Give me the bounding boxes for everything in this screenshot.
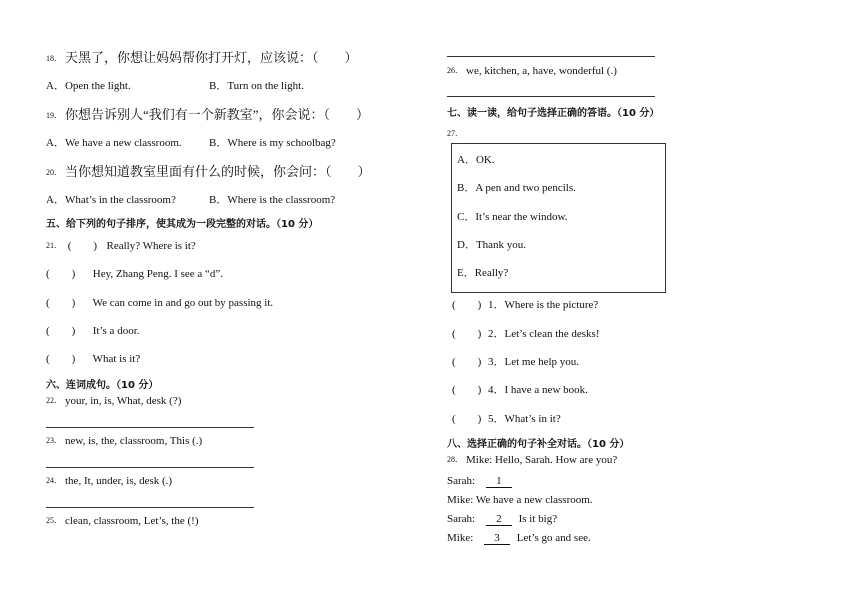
order-item-text: What is it?	[92, 353, 141, 365]
answer-parentheses[interactable]: ( )	[452, 299, 482, 311]
section-7-title: 七、读一读，给句子选择正确的答语。（10 分）	[447, 108, 660, 119]
match-question-text: 2．Let’s clean the desks!	[488, 328, 600, 340]
scrambled-words: we, kitchen, a, have, wonderful (.)	[466, 65, 617, 77]
order-item-text: We can come in and go out by passing it.	[92, 297, 274, 309]
question-text: 当你想知道教室里面有什么的时候，你会问：（ ）	[65, 164, 371, 179]
match-question-text: 1．Where is the picture?	[488, 299, 599, 311]
question-22	[46, 395, 181, 407]
section-8-title: 八、选择正确的句子补全对话。（10 分）	[447, 439, 630, 450]
answer-parentheses[interactable]: ( )	[67, 240, 98, 252]
dialogue-text: Is it big?	[518, 513, 558, 525]
answer-blank[interactable]: 3	[484, 532, 510, 545]
answer-parentheses[interactable]: ( )	[452, 328, 482, 340]
speaker: Sarah:	[447, 475, 476, 487]
question-number: 21．	[46, 241, 62, 250]
match-question-text: 5．What’s in it?	[488, 413, 561, 425]
answer-parentheses[interactable]: ( )	[452, 384, 482, 396]
question-number: 24．	[46, 476, 62, 485]
dialogue-line-4	[447, 513, 557, 526]
dialogue-line-1	[447, 454, 617, 466]
order-item-text: Really? Where is it?	[106, 240, 196, 252]
answer-blank[interactable]: 2	[486, 513, 512, 526]
match-question-4	[452, 381, 588, 397]
question-19	[46, 104, 369, 123]
option-a: A．OK.	[457, 154, 495, 166]
scrambled-words: new, is, the, classroom, This (.)	[65, 435, 203, 447]
order-item-text: Hey, Zhang Peng. I see a “d”.	[92, 268, 224, 280]
question-18	[46, 47, 358, 66]
question-20	[46, 161, 371, 180]
dialogue-text: We have a new classroom.	[475, 494, 593, 506]
order-item-3	[46, 294, 273, 310]
match-question-1	[452, 296, 598, 312]
question-number: 18．	[46, 54, 62, 63]
q18-option-a: A．Open the light.	[46, 80, 131, 92]
question-25	[46, 515, 198, 527]
section-6-title: 六、连词成句。（10 分）	[46, 380, 159, 391]
question-number: 28．	[447, 455, 463, 464]
option-b: B．A pen and two pencils.	[457, 182, 576, 194]
speaker: Mike:	[466, 454, 493, 466]
option-e: E．Really?	[457, 267, 509, 279]
question-number: 22．	[46, 396, 62, 405]
question-24	[46, 475, 172, 487]
question-number: 19．	[46, 111, 62, 120]
speaker: Mike:	[447, 494, 474, 506]
answer-line[interactable]	[46, 507, 254, 508]
answer-parentheses[interactable]: ( )	[46, 297, 76, 309]
answer-parentheses[interactable]: ( )	[46, 353, 76, 365]
answer-parentheses[interactable]: ( )	[46, 325, 76, 337]
speaker: Sarah:	[447, 513, 476, 525]
q20-option-b: B．Where is the classroom?	[209, 194, 336, 206]
order-item-5	[46, 350, 140, 366]
question-number	[447, 124, 466, 142]
scrambled-words: the, It, under, is, desk (.)	[65, 475, 173, 487]
match-question-5	[452, 410, 561, 426]
answer-parentheses[interactable]: ( )	[46, 268, 76, 280]
answer-blank[interactable]: 1	[486, 475, 512, 488]
section-5-title: 五、给下列的句子排序，使其成为一段完整的对话。（10 分）	[46, 219, 319, 230]
question-number-text: 27．	[447, 129, 463, 138]
question-text: 你想告诉别人“我们有一个新教室”，你会说：（ ）	[65, 107, 370, 122]
scrambled-words: clean, classroom, Let’s, the (!)	[65, 515, 199, 527]
match-question-text: 4．I have a new book.	[488, 384, 588, 396]
dialogue-text: Hello, Sarah. How are you?	[495, 454, 618, 466]
answer-line[interactable]	[447, 56, 655, 57]
match-question-2	[452, 325, 600, 341]
q19-option-b: B．Where is my schoolbag?	[209, 137, 336, 149]
order-item-text: It’s a door.	[92, 325, 140, 337]
dialogue-text: Let’s go and see.	[516, 532, 591, 544]
order-item-4	[46, 322, 140, 338]
order-item-2	[46, 265, 223, 281]
q20-option-a: A．What’s in the classroom?	[46, 194, 176, 206]
option-d: D．Thank you.	[457, 239, 527, 251]
question-number: 23．	[46, 436, 62, 445]
match-question-3	[452, 353, 579, 369]
match-question-text: 3．Let me help you.	[488, 356, 580, 368]
q19-option-a: A．We have a new classroom.	[46, 137, 182, 149]
scrambled-words: your, in, is, What, desk (?)	[65, 395, 182, 407]
speaker: Mike:	[447, 532, 474, 544]
answer-line[interactable]	[46, 467, 254, 468]
question-26	[447, 65, 617, 77]
answer-line[interactable]	[447, 96, 655, 97]
q18-option-b: B．Turn on the light.	[209, 80, 304, 92]
option-c: C．It’s near the window.	[457, 211, 568, 223]
dialogue-line-2	[447, 475, 516, 488]
question-text: 天黑了，你想让妈妈帮你打开灯，应该说：（ ）	[65, 50, 358, 65]
answer-line[interactable]	[46, 427, 254, 428]
answer-parentheses[interactable]: ( )	[452, 356, 482, 368]
answer-parentheses[interactable]: ( )	[452, 413, 482, 425]
dialogue-line-3	[447, 494, 593, 506]
question-number: 25．	[46, 516, 62, 525]
order-item-1	[46, 237, 196, 253]
question-number: 26．	[447, 66, 463, 75]
question-number: 20．	[46, 168, 62, 177]
dialogue-line-5	[447, 532, 591, 545]
question-23	[46, 435, 202, 447]
